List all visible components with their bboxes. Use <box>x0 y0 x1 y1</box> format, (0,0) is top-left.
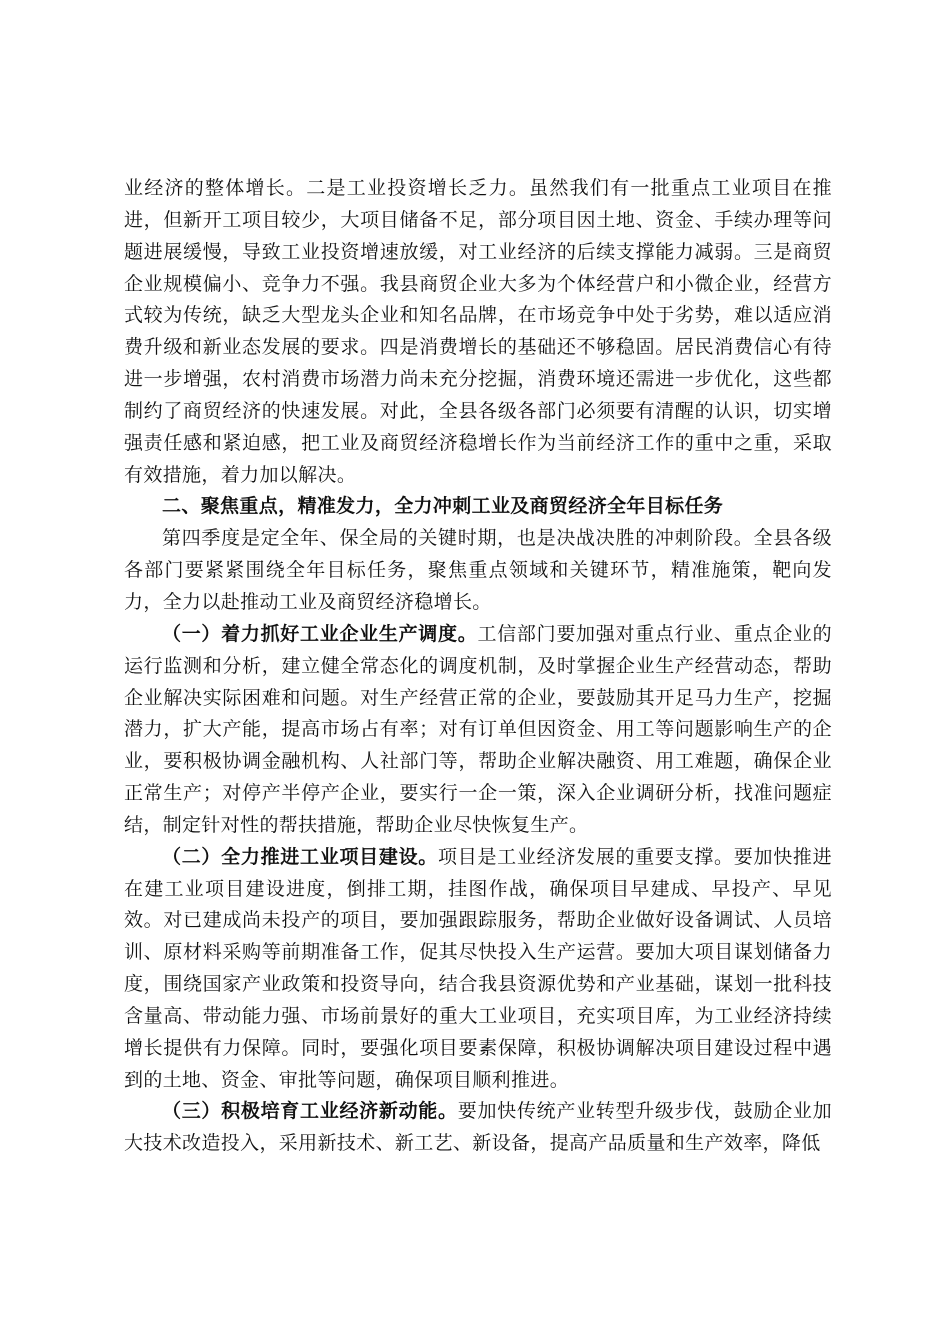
item-lead: （一）着力抓好工业企业生产调度。 <box>162 622 478 645</box>
document-body <box>124 173 832 1160</box>
paragraph-text: 第四季度是定全年、保全局的关键时期，也是决战决胜的冲刺阶段。全县各级各部门要紧紧围绕全年目标任务，聚焦重点领域和关键环节，精准施策，靶向发力，全力以赴推动工业及商贸经济稳增长。 <box>124 527 832 613</box>
section-heading-2: 二、聚焦重点，精准发力，全力冲刺工业及商贸经济全年目标任务 <box>162 495 724 518</box>
paragraph-text: 工信部门要加强对重点行业、重点企业的运行监测和分析，建立健全常态化的调度机制，及时掌握企业生产经营动态，帮助企业解决实际困难和问题。对生产经营正常的企业，要鼓励其开足马力生产，挖掘潜力，扩大产能，提高市场占有率；对有订单但因资金、用工等问题影响生产的企业，要积极协调金融机构、人社部门等，帮助企业解决融资、用工难题，确保企业正常生产；对停产半停产企业，要实行一企一策，深入企业调研分析，找准问题症结，制定针对性的帮扶措施，帮助企业尽快恢复生产。 <box>124 622 832 836</box>
paragraph-item-1 <box>124 619 832 842</box>
paragraph-intro <box>124 523 832 619</box>
item-lead: （二）全力推进工业项目建设。 <box>162 845 439 868</box>
paragraph-continued <box>124 173 832 491</box>
paragraph-item-2 <box>124 842 832 1097</box>
paragraph-text: 项目是工业经济发展的重要支撑。要加快推进在建工业项目建设进度，倒排工期，挂图作战，确保项目早建成、早投产、早见效。对已建成尚未投产的项目，要加强跟踪服务，帮助企业做好设备调试、人员培训、原材料采购等前期准备工作，促其尽快投入生产运营。要加大项目谋划储备力度，围绕国家产业政策和投资导向，结合我县资源优势和产业基础，谋划一批科技含量高、带动能力强、市场前景好的重大工业项目，充实项目库，为工业经济持续增长提供有力保障。同时，要强化项目要素保障，积极协调解决项目建设过程中遇到的土地、资金、审批等问题，确保项目顺利推进。 <box>124 845 832 1091</box>
item-lead: （三）积极培育工业经济新动能。 <box>162 1100 458 1123</box>
paragraph-item-3 <box>124 1096 832 1160</box>
paragraph-text: 要加快传统产业转型升级步伐，鼓励企业加大技术改造投入，采用新技术、新工艺、新设备，提高产品质量和生产效率，降低 <box>124 1100 832 1155</box>
paragraph-text: 业经济的整体增长。二是工业投资增长乏力。虽然我们有一批重点工业项目在推进，但新开工项目较少，大项目储备不足，部分项目因土地、资金、手续办理等问题进展缓慢，导致工业投资增速放缓，对工业经济的后续支撑能力减弱。三是商贸企业规模偏小、竞争力不强。我县商贸企业大多为个体经营户和小微企业，经营方式较为传统，缺乏大型龙头企业和知名品牌，在市场竞争中处于劣势，难以适应消费升级和新业态发展的要求。四是消费增长的基础还不够稳固。居民消费信心有待进一步增强，农村消费市场潜力尚未充分挖掘，消费环境还需进一步优化，这些都制约了商贸经济的快速发展。对此，全县各级各部门必须要有清醒的认识，切实增强责任感和紧迫感，把工业及商贸经济稳增长作为当前经济工作的重中之重，采取有效措施，着力加以解决。 <box>124 177 832 486</box>
